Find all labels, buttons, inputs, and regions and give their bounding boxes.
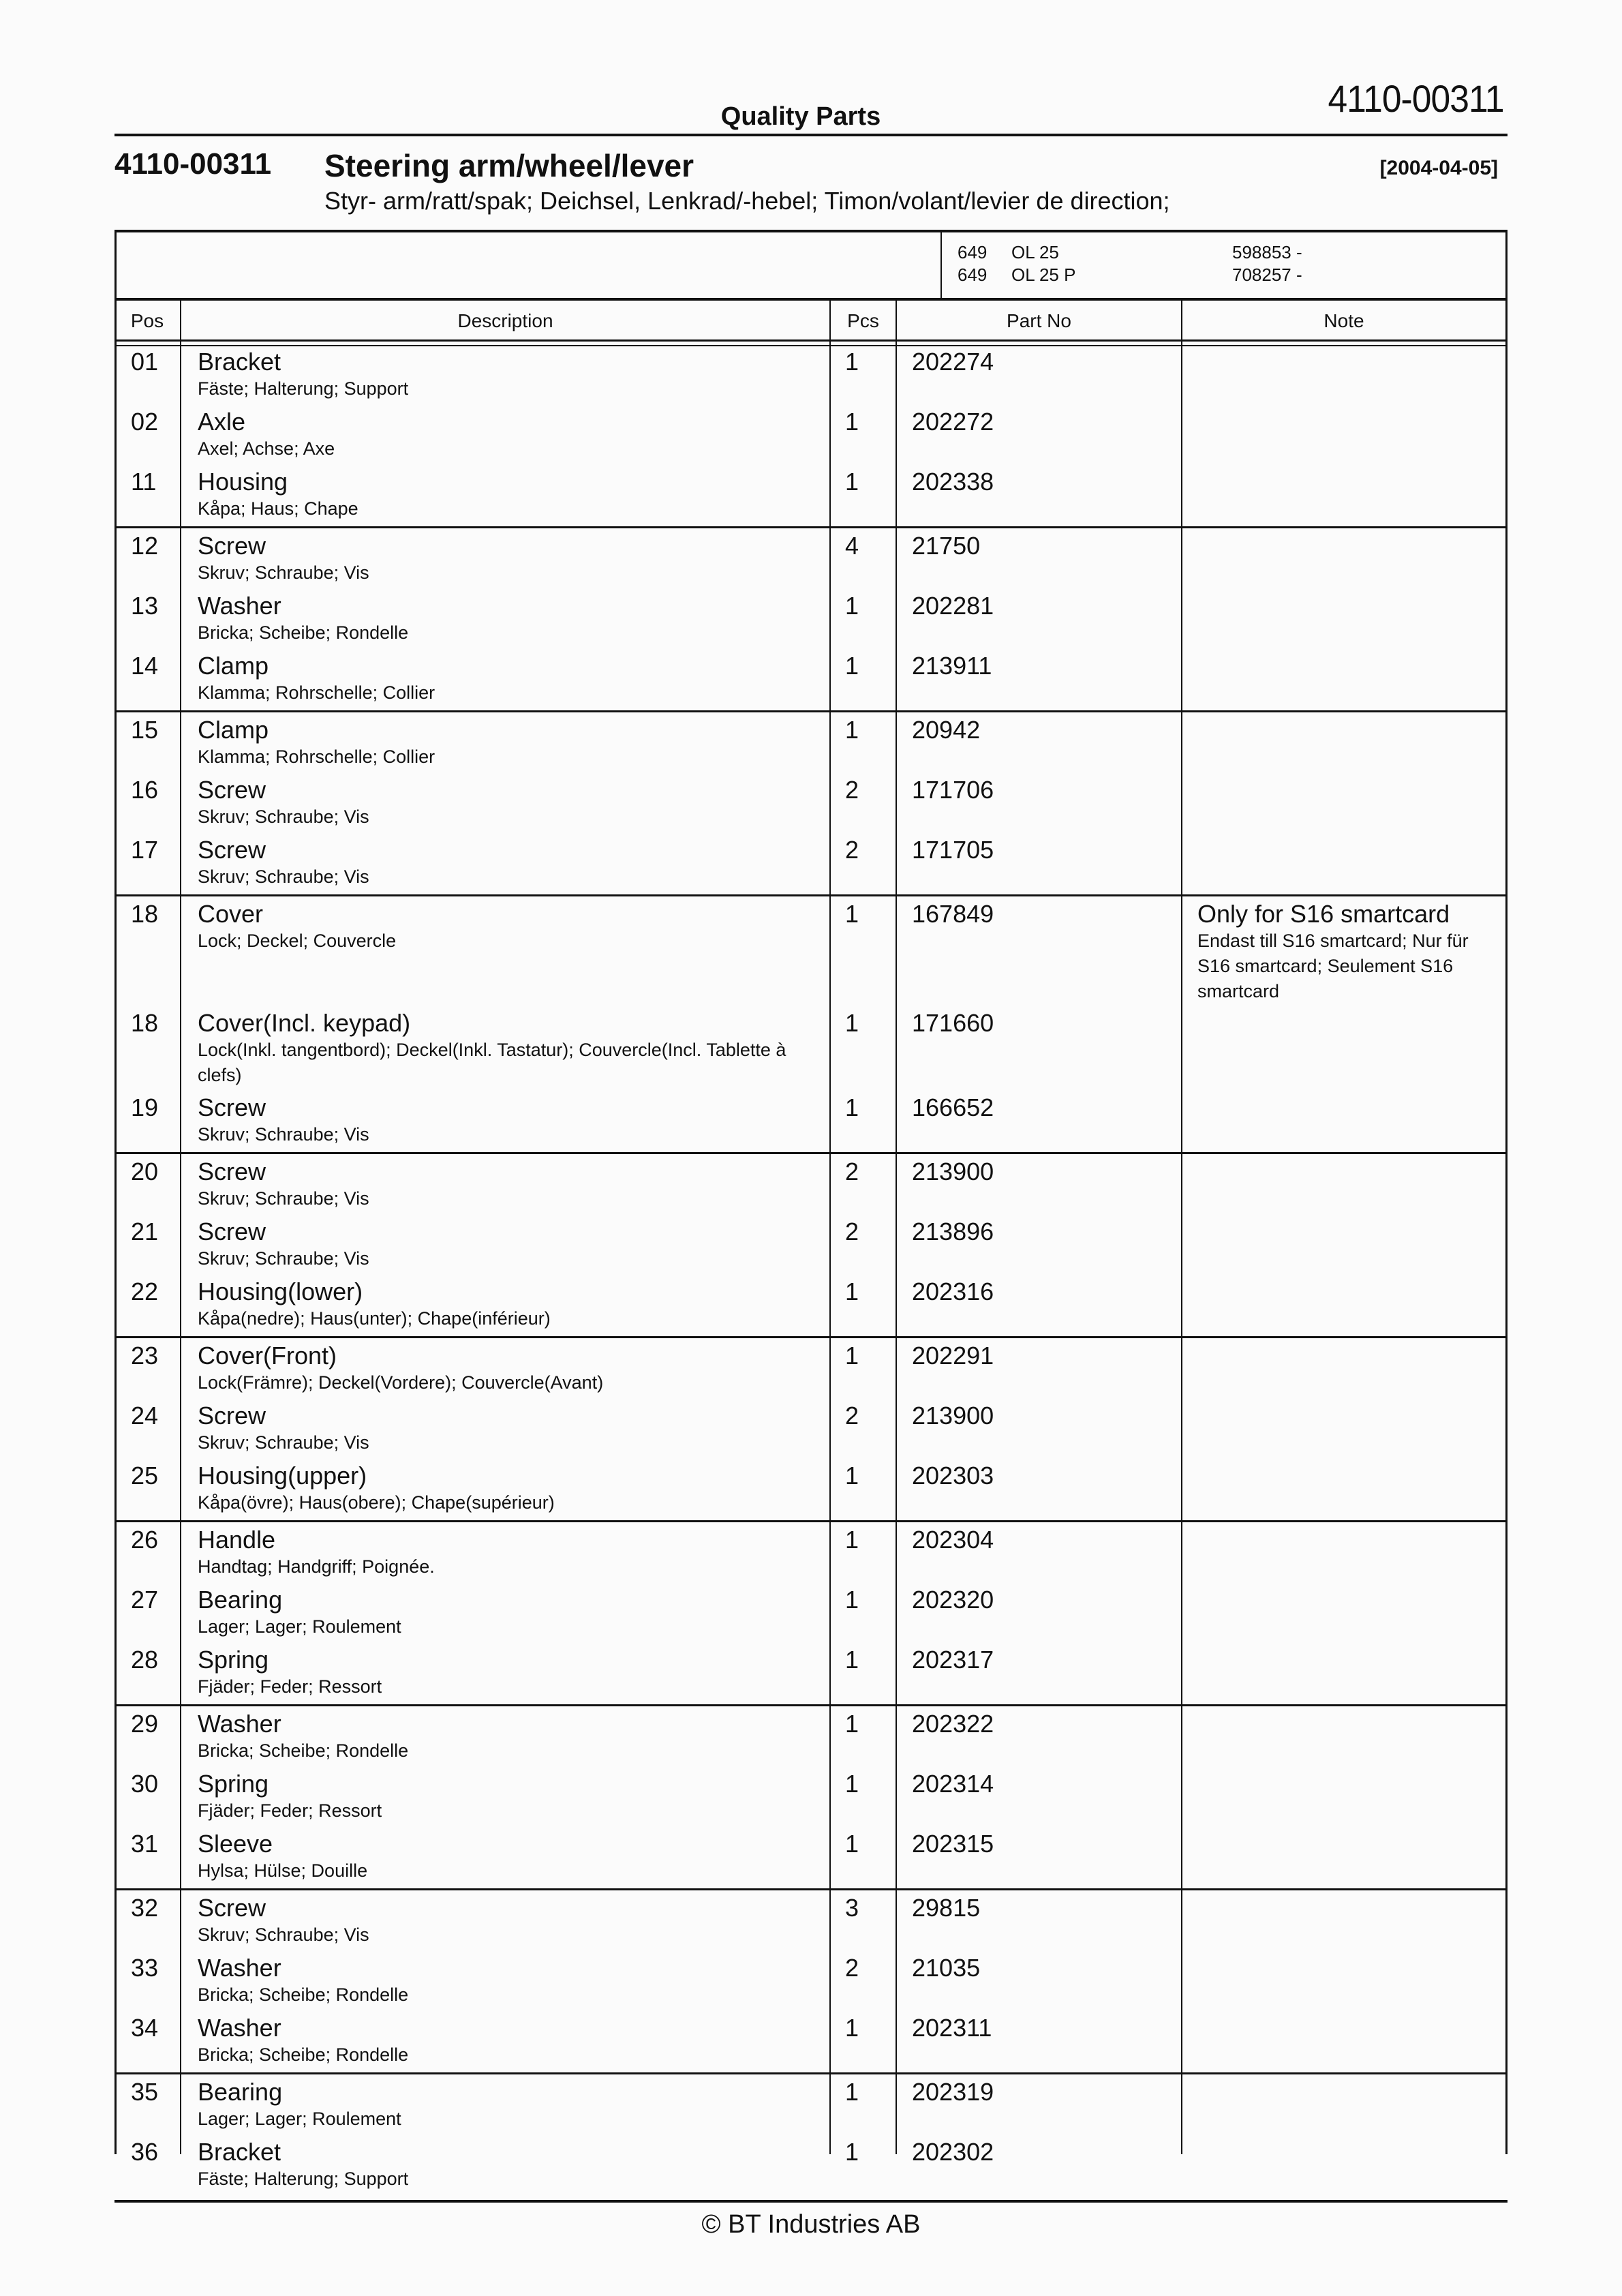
cell-description: Clamp (198, 652, 269, 680)
cell-part-no: 213900 (912, 1402, 994, 1430)
group-divider (114, 1888, 1508, 1890)
model-serial: 708257 - (1232, 265, 1302, 285)
cell-pcs: 1 (845, 1830, 859, 1858)
cell-translations: Kåpa(övre); Haus(obere); Chape(supérieur) (198, 1492, 555, 1513)
model-code: 649 (958, 265, 988, 285)
cell-part-no: 202317 (912, 1646, 994, 1674)
cell-part-no: 202302 (912, 2138, 994, 2166)
cell-part-no: 21035 (912, 1954, 981, 1982)
section-date: [2004-04-05] (1379, 157, 1498, 179)
cell-description: Cover(Incl. keypad) (198, 1009, 411, 1037)
cell-pos: 02 (131, 408, 159, 436)
cell-translations: Skruv; Schraube; Vis (198, 866, 369, 887)
cell-pcs: 4 (845, 532, 859, 560)
header-divider (114, 134, 1508, 136)
header-row-rule (114, 339, 1508, 342)
group-divider (114, 1152, 1508, 1154)
group-divider (114, 1520, 1508, 1522)
cell-part-no: 202319 (912, 2078, 994, 2106)
cell-translations: Skruv; Schraube; Vis (198, 1248, 369, 1269)
cell-translations: Handtag; Handgriff; Poignée. (198, 1556, 435, 1577)
cell-part-no: 202291 (912, 1342, 994, 1370)
cell-pcs: 1 (845, 1342, 859, 1370)
cell-pcs: 1 (845, 1526, 859, 1554)
cell-translations: Skruv; Schraube; Vis (198, 1124, 369, 1145)
cell-translations: Lager; Lager; Roulement (198, 2109, 401, 2129)
cell-translations: Lock(Inkl. tangentbord); Deckel(Inkl. Tastatur); Couvercle(Incl. Tablette à clefs) (198, 1040, 786, 1085)
footer-divider (114, 2200, 1508, 2203)
cell-pcs: 2 (845, 1954, 859, 1982)
cell-pos: 21 (131, 1218, 159, 1245)
cell-translations: Bricka; Scheibe; Rondelle (198, 1740, 409, 1761)
cell-part-no: 202314 (912, 1770, 994, 1798)
cell-part-no: 21750 (912, 532, 981, 560)
cell-description: Bearing (198, 2078, 283, 2106)
cell-pcs: 1 (845, 2078, 859, 2106)
brand-title: Quality Parts (720, 102, 881, 131)
cell-pos: 11 (131, 468, 157, 496)
group-divider (114, 526, 1508, 528)
cell-pcs: 2 (845, 776, 859, 804)
cell-description: Axle (198, 408, 246, 436)
cell-part-no: 213900 (912, 1158, 994, 1185)
cell-translations: Skruv; Schraube; Vis (198, 562, 369, 583)
group-divider (114, 710, 1508, 712)
cell-translations: Kåpa(nedre); Haus(unter); Chape(inférieur) (198, 1308, 551, 1329)
cell-note: Only for S16 smartcard (1197, 900, 1450, 928)
cell-pcs: 1 (845, 1278, 859, 1305)
cell-pos: 14 (131, 652, 159, 680)
cell-description: Housing(upper) (198, 1462, 367, 1490)
model-box-divider (940, 230, 942, 300)
cell-pos: 12 (131, 532, 159, 560)
column-header-pos: Pos (130, 310, 164, 331)
cell-pos: 31 (131, 1830, 159, 1858)
cell-translations: Axel; Achse; Axe (198, 438, 335, 459)
cell-description: Handle (198, 1526, 276, 1554)
cell-pcs: 1 (845, 1770, 859, 1798)
group-divider (114, 2072, 1508, 2074)
cell-pcs: 1 (845, 900, 859, 928)
cell-translations: Skruv; Schraube; Vis (198, 806, 369, 827)
section-subtitle: Styr- arm/ratt/spak; Deichsel, Lenkrad/-hebel; Timon/volant/levier de direction; (324, 187, 1170, 215)
cell-translations: Fjäder; Feder; Ressort (198, 1800, 382, 1821)
cell-pcs: 1 (845, 348, 859, 376)
cell-pos: 15 (131, 716, 159, 744)
cell-pos: 26 (131, 1526, 159, 1554)
cell-part-no: 20942 (912, 716, 981, 744)
cell-description: Washer (198, 2014, 281, 2042)
cell-description: Housing(lower) (198, 1278, 363, 1305)
cell-description: Bracket (198, 348, 281, 376)
cell-pcs: 1 (845, 1710, 859, 1738)
group-divider (114, 1336, 1508, 1338)
section-code: 4110-00311 (114, 147, 272, 181)
cell-pos: 17 (131, 836, 159, 864)
cell-pcs: 1 (845, 652, 859, 680)
column-divider (896, 300, 897, 2154)
cell-description: Cover (198, 900, 264, 928)
cell-part-no: 213911 (912, 652, 992, 680)
cell-part-no: 167849 (912, 900, 994, 928)
cell-part-no: 202274 (912, 348, 994, 376)
cell-pos: 36 (131, 2138, 159, 2166)
cell-description: Screw (198, 836, 266, 864)
cell-description: Screw (198, 1218, 266, 1245)
cell-pos: 19 (131, 1093, 159, 1121)
cell-translations: Klamma; Rohrschelle; Collier (198, 682, 435, 703)
cell-description: Screw (198, 1402, 266, 1430)
cell-pos: 18 (131, 900, 159, 928)
header-row-rule (114, 345, 1508, 346)
cell-pos: 23 (131, 1342, 159, 1370)
cell-pcs: 1 (845, 592, 859, 620)
model-box-bottom-rule (114, 298, 1508, 301)
cell-pos: 29 (131, 1710, 159, 1738)
cell-pos: 27 (131, 1586, 159, 1614)
cell-note-translations: Endast till S16 smartcard; Nur für S16 smartcard; Seulement S16 smartcard (1197, 931, 1469, 1001)
cell-pos: 01 (131, 348, 159, 376)
cell-translations: Hylsa; Hülse; Douille (198, 1860, 368, 1881)
cell-part-no: 171660 (912, 1009, 994, 1037)
cell-pcs: 1 (845, 1009, 859, 1037)
cell-pcs: 1 (845, 1646, 859, 1674)
cell-description: Washer (198, 1954, 281, 1982)
cell-translations: Skruv; Schraube; Vis (198, 1924, 369, 1945)
column-header-note: Note (1323, 310, 1364, 331)
cell-pcs: 1 (845, 1586, 859, 1614)
cell-translations: Kåpa; Haus; Chape (198, 498, 358, 519)
cell-translations: Fäste; Halterung; Support (198, 2169, 409, 2189)
cell-part-no: 29815 (912, 1894, 981, 1922)
cell-translations: Bricka; Scheibe; Rondelle (198, 1984, 409, 2005)
cell-pcs: 3 (845, 1894, 859, 1922)
column-divider (180, 300, 181, 2154)
column-header-description: Description (457, 310, 553, 331)
cell-pcs: 2 (845, 836, 859, 864)
cell-part-no: 202311 (912, 2014, 992, 2042)
model-code: 649 (958, 242, 988, 262)
cell-translations: Fäste; Halterung; Support (198, 378, 409, 399)
cell-translations: Bricka; Scheibe; Rondelle (198, 622, 409, 643)
cell-translations: Lager; Lager; Roulement (198, 1616, 401, 1637)
cell-pos: 28 (131, 1646, 159, 1674)
group-divider (114, 1704, 1508, 1706)
model-name: OL 25 (1011, 242, 1059, 262)
cell-pos: 33 (131, 1954, 159, 1982)
cell-description: Screw (198, 1894, 266, 1922)
model-name: OL 25 P (1011, 265, 1076, 285)
cell-description: Spring (198, 1770, 269, 1798)
cell-translations: Bricka; Scheibe; Rondelle (198, 2044, 409, 2065)
column-divider (1181, 300, 1182, 2154)
cell-description: Screw (198, 532, 266, 560)
cell-pos: 34 (131, 2014, 159, 2042)
cell-part-no: 202316 (912, 1278, 994, 1305)
cell-part-no: 202304 (912, 1526, 994, 1554)
column-header-part-no: Part No (1007, 310, 1071, 331)
group-divider (114, 894, 1508, 896)
column-header-pcs: Pcs (847, 310, 879, 331)
cell-description: Spring (198, 1646, 269, 1674)
cell-description: Washer (198, 592, 281, 620)
cell-pos: 22 (131, 1278, 159, 1305)
cell-part-no: 202281 (912, 592, 994, 620)
cell-translations: Skruv; Schraube; Vis (198, 1432, 369, 1453)
cell-pcs: 1 (845, 1462, 859, 1490)
cell-pcs: 1 (845, 2138, 859, 2166)
cell-pcs: 1 (845, 1093, 859, 1121)
cell-part-no: 202303 (912, 1462, 994, 1490)
cell-description: Cover(Front) (198, 1342, 337, 1370)
cell-pos: 32 (131, 1894, 159, 1922)
cell-pcs: 2 (845, 1218, 859, 1245)
cell-pos: 13 (131, 592, 159, 620)
cell-part-no: 202322 (912, 1710, 994, 1738)
cell-pos: 24 (131, 1402, 159, 1430)
cell-pos: 30 (131, 1770, 159, 1798)
cell-pcs: 1 (845, 2014, 859, 2042)
copyright: © BT Industries AB (701, 2210, 921, 2239)
cell-pos: 35 (131, 2078, 159, 2106)
column-divider (829, 300, 831, 2154)
cell-pcs: 2 (845, 1158, 859, 1185)
cell-part-no: 166652 (912, 1093, 994, 1121)
cell-description: Housing (198, 468, 288, 496)
cell-pcs: 2 (845, 1402, 859, 1430)
cell-part-no: 213896 (912, 1218, 994, 1245)
cell-description: Bracket (198, 2138, 281, 2166)
cell-description: Bearing (198, 1586, 283, 1614)
cell-pcs: 1 (845, 468, 859, 496)
cell-part-no: 171705 (912, 836, 994, 864)
cell-part-no: 202272 (912, 408, 994, 436)
section-title: Steering arm/wheel/lever (324, 148, 694, 183)
cell-part-no: 202338 (912, 468, 994, 496)
cell-part-no: 202320 (912, 1586, 994, 1614)
document-code: 4110-00311 (1328, 77, 1504, 120)
cell-description: Clamp (198, 716, 269, 744)
model-serial: 598853 - (1232, 242, 1302, 262)
cell-pos: 20 (131, 1158, 159, 1185)
cell-description: Sleeve (198, 1830, 273, 1858)
cell-pcs: 1 (845, 716, 859, 744)
cell-translations: Fjäder; Feder; Ressort (198, 1676, 382, 1697)
cell-pcs: 1 (845, 408, 859, 436)
cell-description: Washer (198, 1710, 281, 1738)
cell-pos: 16 (131, 776, 159, 804)
cell-description: Screw (198, 1093, 266, 1121)
cell-part-no: 171706 (912, 776, 994, 804)
cell-translations: Klamma; Rohrschelle; Collier (198, 746, 435, 767)
cell-part-no: 202315 (912, 1830, 994, 1858)
cell-translations: Lock(Främre); Deckel(Vordere); Couvercle(Avant) (198, 1372, 604, 1393)
cell-translations: Lock; Deckel; Couvercle (198, 931, 397, 951)
cell-pos: 25 (131, 1462, 159, 1490)
cell-translations: Skruv; Schraube; Vis (198, 1188, 369, 1209)
cell-description: Screw (198, 1158, 266, 1185)
cell-description: Screw (198, 776, 266, 804)
cell-pos: 18 (131, 1009, 159, 1037)
